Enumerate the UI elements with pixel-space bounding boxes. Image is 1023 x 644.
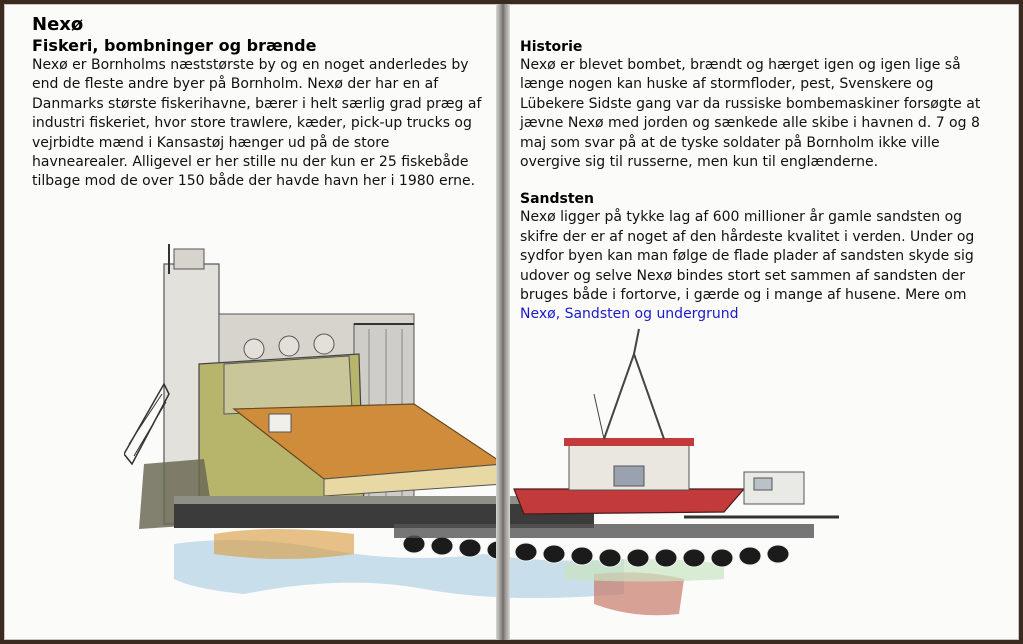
sandstone-heading: Sandsten <box>520 191 595 208</box>
intro-paragraph: Nexø er Bornholms næststørste by og en noget anderledes by end de fleste andre byer på Bornholm. Nexø der har en af Danmarks største fiskerihavne, bærer i helt særlig grad præg af industri fiskeriet, hvor store trawlere, kæder, pick-up trucks og vejrbidte mænd i Kansastøj hænger ud på de store havnearealer. Alligevel er her stille nu der kun er 25 fiskebåde tilbage mod de over 150 både der havde havn her i 1980 erne. <box>32 57 482 190</box>
sandstone-text: Nexø ligger på tykke lag af 600 millioner år gamle sandsten og skifre der er af noget af den hårdeste kvalitet i verden. Under og sydfor byen kan man følge de flade plader af sandsten skyde sig udover og selve Nexø bindes stort set sammen af sandsten der bruges både i fortorve, i gærde og i mange af husene. Mere om <box>520 209 975 304</box>
left-page <box>32 14 482 192</box>
history-paragraph: Nexø er blevet bombet, brændt og hærget igen og igen lige så længe nogen kan huske af stormfloder, pest, Svenskere og Lübekere Sidste gang var da russiske bombemaskiner forsøgte at jævne Nexø med jorden og sænkede alle skibe i havnen d. 7 og 8 maj som svar på at de tyske soldater på Bornholm ikke ville overgive sig til russerne, men kun til englænderne. <box>520 57 981 171</box>
page-subtitle: Fiskeri, bombninger og brænde <box>32 36 317 55</box>
history-heading: Historie <box>520 39 583 55</box>
right-page <box>520 38 990 325</box>
book-gutter <box>496 4 510 640</box>
page-title: Nexø <box>32 14 84 35</box>
sandstone-link[interactable]: Nexø, Sandsten og undergrund <box>520 306 739 323</box>
sandstone-paragraph <box>520 208 990 324</box>
book-spread <box>4 4 1019 640</box>
